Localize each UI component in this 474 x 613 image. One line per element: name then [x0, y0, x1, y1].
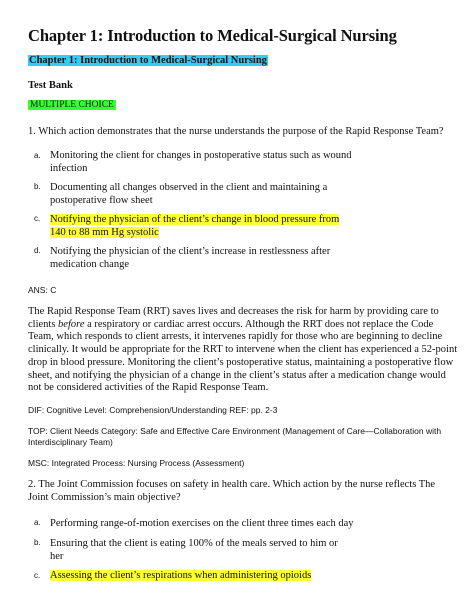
question-2: [28, 478, 458, 504]
option-a: [50, 517, 380, 530]
option-b: [50, 537, 350, 563]
option-a: [50, 149, 370, 175]
chapter-heading: Chapter 1: Introduction to Medical-Surgical Nursing: [28, 26, 397, 45]
question-1: [28, 125, 458, 138]
topic-lines: [28, 426, 458, 448]
option-c-highlighted: [50, 569, 380, 582]
question-number: 2.: [28, 479, 36, 490]
chapter-subheading: Chapter 1: Introduction to Medical-Surgical Nursing: [29, 55, 267, 66]
option-letter: c.: [34, 214, 41, 223]
option-line: medication change: [50, 259, 130, 270]
option-letter: a.: [34, 518, 41, 527]
option-line: Performing range-of-motion exercises on the client three times each day: [50, 518, 354, 529]
option-line: her: [50, 551, 64, 562]
option-line: Assessing the client’s respirations when administering opioids: [50, 570, 312, 581]
option-line: Ensuring that the client is eating 100% of the meals served to him or: [50, 538, 338, 549]
question-number: 1.: [28, 126, 36, 137]
option-letter: a.: [34, 151, 41, 160]
option-b: [50, 181, 350, 207]
option-line: postoperative flow sheet: [50, 195, 153, 206]
question-text-line: Joint Commission’s main objective?: [28, 492, 181, 503]
rationale-emphasis: before: [58, 318, 85, 330]
rationale-text: a respiratory or cardiac arrest occurs. Although the RRT does not replace the Code Team, which responds to client arrests, it intervenes rapidly for those who are beginning to decline clinically. It would be appropriate for the RRT to intervene when the client has experienced a 52-point drop in blood pressure. Monitoring the client’s postoperative status, maintaining a postoperative flow sheet, and notifying the physician of a change in the client’s status after a medication change would not be considered activities of the Rapid Response Team.: [28, 318, 458, 394]
option-line: 140 to 88 mm Hg systolic: [50, 227, 159, 238]
question-text: Which action demonstrates that the nurse understands the purpose of the Rapid Response Team?: [38, 126, 444, 137]
option-letter: c.: [34, 571, 41, 580]
rationale-paragraph: [28, 306, 458, 395]
option-letter: b.: [34, 538, 41, 547]
question-text-line: The Joint Commission focuses on safety in health care. Which action by the nurse reflects The: [38, 479, 436, 490]
option-c-highlighted: [50, 213, 350, 239]
option-line: infection: [50, 163, 88, 174]
option-line: Notifying the physician of the client’s change in blood pressure from: [50, 214, 340, 225]
option-line: Documenting all changes observed in the client and maintaining a: [50, 182, 328, 193]
answer-key: ANS: C: [28, 285, 57, 295]
option-line: Notifying the physician of the client’s increase in restlessness after: [50, 246, 331, 257]
topic-line: Interdisciplinary Team): [28, 437, 113, 447]
section-label: MULTIPLE CHOICE: [30, 100, 114, 110]
msc-line: MSC: Integrated Process: Nursing Process (Assessment): [28, 458, 245, 468]
rationale-text: The Rapid Response Team (RRT) saves lives and decreases the risk for harm by providing care to clients: [28, 306, 439, 330]
topic-line: TOP: Client Needs Category: Safe and Effective Care Environment (Management of Care—Collaboration with: [28, 426, 442, 436]
option-line: Monitoring the client for changes in postoperative status such as wound: [50, 150, 352, 161]
test-bank-label: Test Bank: [28, 80, 73, 91]
difficulty-line: DIF: Cognitive Level: Comprehension/Understanding REF: pp. 2-3: [28, 405, 278, 415]
option-letter: b.: [34, 182, 41, 191]
option-letter: d.: [34, 246, 41, 255]
option-d: [50, 245, 350, 271]
